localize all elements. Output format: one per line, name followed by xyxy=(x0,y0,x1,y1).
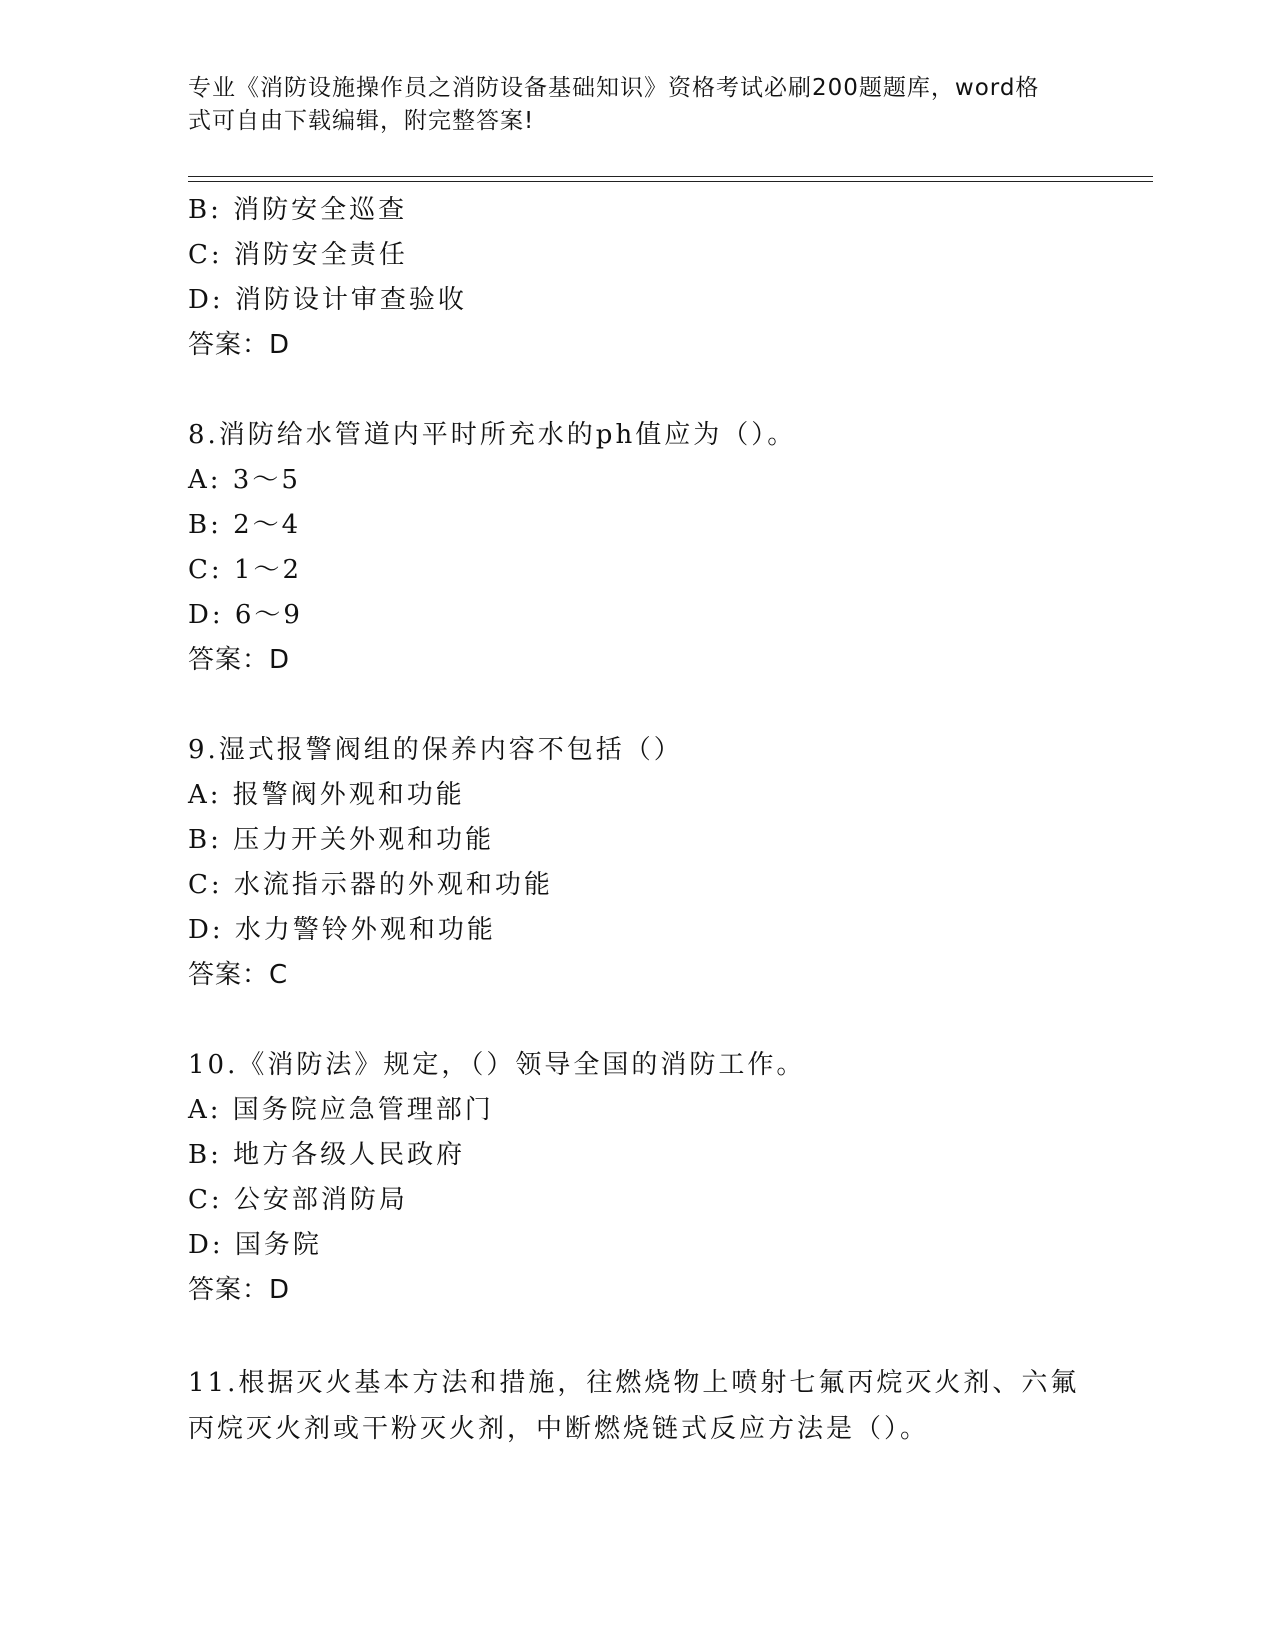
q10-option-d: D: 国务院 xyxy=(188,1230,322,1260)
q10-answer: 答案：D xyxy=(188,1275,291,1305)
q9-option-b: B: 压力开关外观和功能 xyxy=(188,825,495,855)
q9-answer: 答案：C xyxy=(188,960,289,990)
q9-option-d: D: 水力警铃外观和功能 xyxy=(188,915,496,945)
q8-question: 8.消防给水管道内平时所充水的ph值应为（）。 xyxy=(188,420,797,450)
q8-answer: 答案：D xyxy=(188,645,291,675)
q7-answer: 答案：D xyxy=(188,330,291,360)
q7-option-b: B: 消防安全巡查 xyxy=(188,195,408,225)
q7-option-c: C: 消防安全责任 xyxy=(188,240,408,270)
header-divider-top xyxy=(188,176,1153,177)
q9-question: 9.湿式报警阀组的保养内容不包括（） xyxy=(188,735,683,765)
q11-question: 11.根据灭火基本方法和措施，往燃烧物上喷射七氟丙烷灭火剂、六氟丙烷灭火剂或干粉灭火剂，中断燃烧链式反应方法是（）。 xyxy=(188,1368,1080,1444)
header-title-line-2: 式可自由下载编辑，附完整答案! xyxy=(188,108,535,134)
q9-option-a: A: 报警阀外观和功能 xyxy=(188,780,465,810)
q10-option-c: C: 公安部消防局 xyxy=(188,1185,408,1215)
document-header xyxy=(188,72,1068,138)
header-divider-bottom xyxy=(188,181,1153,182)
q8-option-b: B: 2～4 xyxy=(188,510,302,540)
q9-option-c: C: 水流指示器的外观和功能 xyxy=(188,870,553,900)
q8-option-a: A: 3～5 xyxy=(188,465,301,495)
header-title-line-1: 专业《消防设施操作员之消防设备基础知识》资格考试必刷200题题库，word格 xyxy=(188,75,1040,101)
q10-question: 10.《消防法》规定，（）领导全国的消防工作。 xyxy=(188,1050,806,1080)
q8-option-c: C: 1～2 xyxy=(188,555,303,585)
q7-option-d: D: 消防设计审查验收 xyxy=(188,285,467,315)
q10-option-a: A: 国务院应急管理部门 xyxy=(188,1095,494,1125)
q8-option-d: D: 6～9 xyxy=(188,600,303,630)
q10-option-b: B: 地方各级人民政府 xyxy=(188,1140,466,1170)
